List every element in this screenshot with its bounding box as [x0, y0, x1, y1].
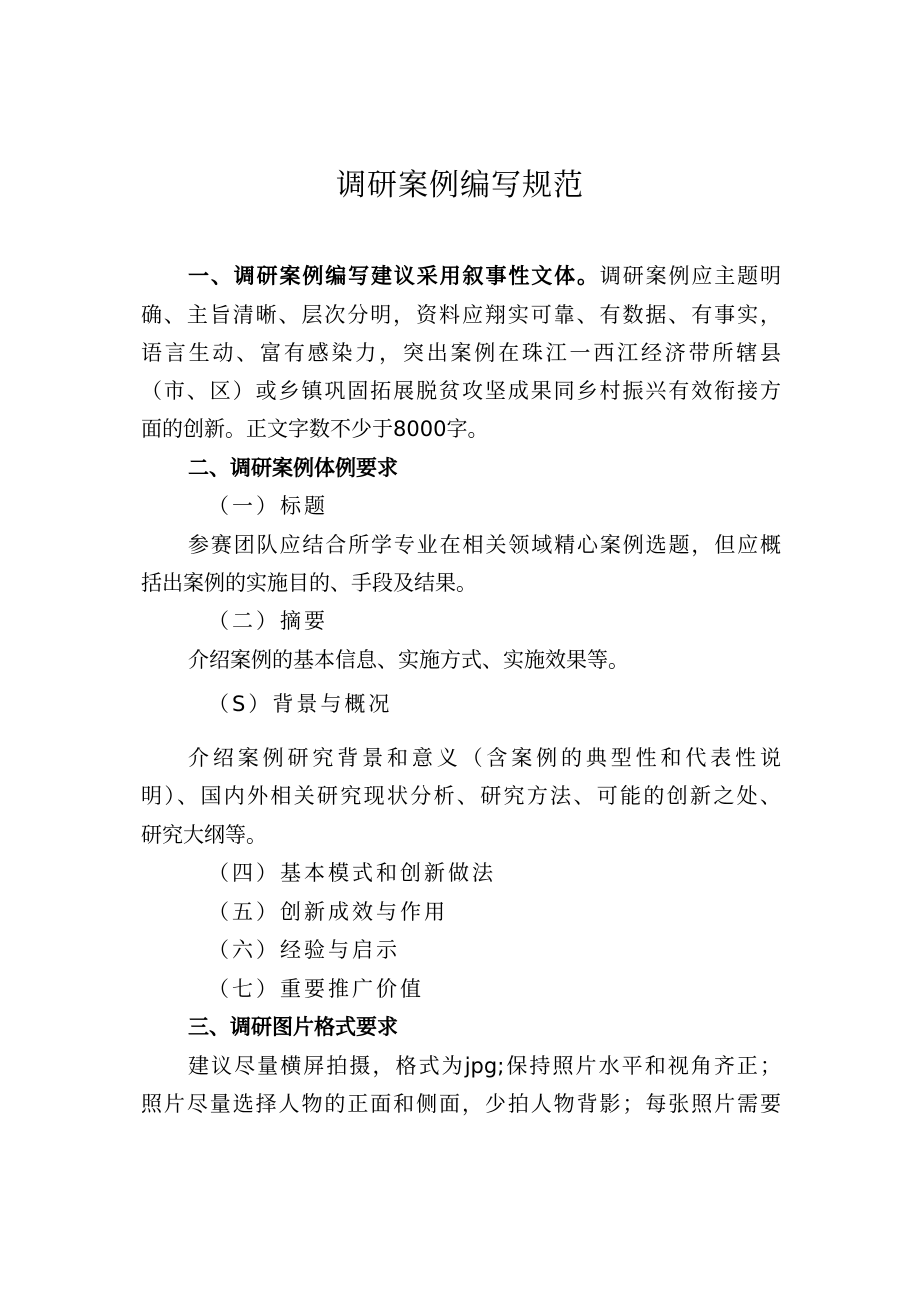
subsection-title: （二）摘要 [208, 609, 328, 633]
section2-heading: 二、调研案例体例要求 [188, 456, 398, 480]
subsection-title: （四）基本模式和创新做法 [208, 861, 496, 885]
section3-heading: 三、调研图片格式要求 [188, 1015, 398, 1039]
paragraph-line: 介绍案例的基本信息、实施方式、实施效果等。 [188, 648, 629, 672]
section1-line: （市、区）或乡镇巩固拓展脱贫攻坚成果同乡村振兴有效衔接方 [141, 379, 781, 403]
section1-line: 语言生动、富有感染力，突出案例在珠江一西江经济带所辖县 [141, 341, 781, 365]
subsection-title: （七）重要推广价值 [208, 977, 424, 1001]
paragraph-line: 明）、国内外相关研究现状分析、研究方法、可能的创新之处、 [141, 784, 781, 808]
section1-first-line [188, 262, 781, 290]
paragraph-line: 照片尽量选择人物的正面和侧面，少拍人物背影；每张照片需要 [141, 1092, 781, 1116]
paragraph-line: 介绍案例研究背景和意义（含案例的典型性和代表性说 [188, 746, 781, 770]
section1-line: 面的创新。正文字数不少于8000字。 [141, 417, 489, 441]
paragraph-line: 参赛团队应结合所学专业在相关领域精心案例选题，但应概 [188, 533, 781, 557]
subsection-title: （一）标题 [208, 494, 328, 518]
section1-line: 确、主旨清晰、层次分明，资料应翔实可靠、有数据、有事实， [141, 303, 781, 327]
document-title: 调研案例编写规范 [336, 168, 584, 203]
subsection-title: （五）创新成效与作用 [208, 900, 448, 924]
section1-text-start: 调研案例应主题明 [599, 264, 782, 288]
subsection-title: （S）背景与概况 [208, 692, 393, 716]
paragraph-line: 研究大纲等。 [141, 823, 267, 847]
paragraph-line: 括出案例的实施目的、手段及结果。 [141, 571, 477, 595]
subsection-title: （六）经验与启示 [208, 938, 400, 962]
section1-heading: 一、调研案例编写建议采用叙事性文体。 [188, 264, 600, 288]
paragraph-line: 建议尽量横屏拍摄，格式为jpg;保持照片水平和视角齐正； [188, 1054, 781, 1078]
